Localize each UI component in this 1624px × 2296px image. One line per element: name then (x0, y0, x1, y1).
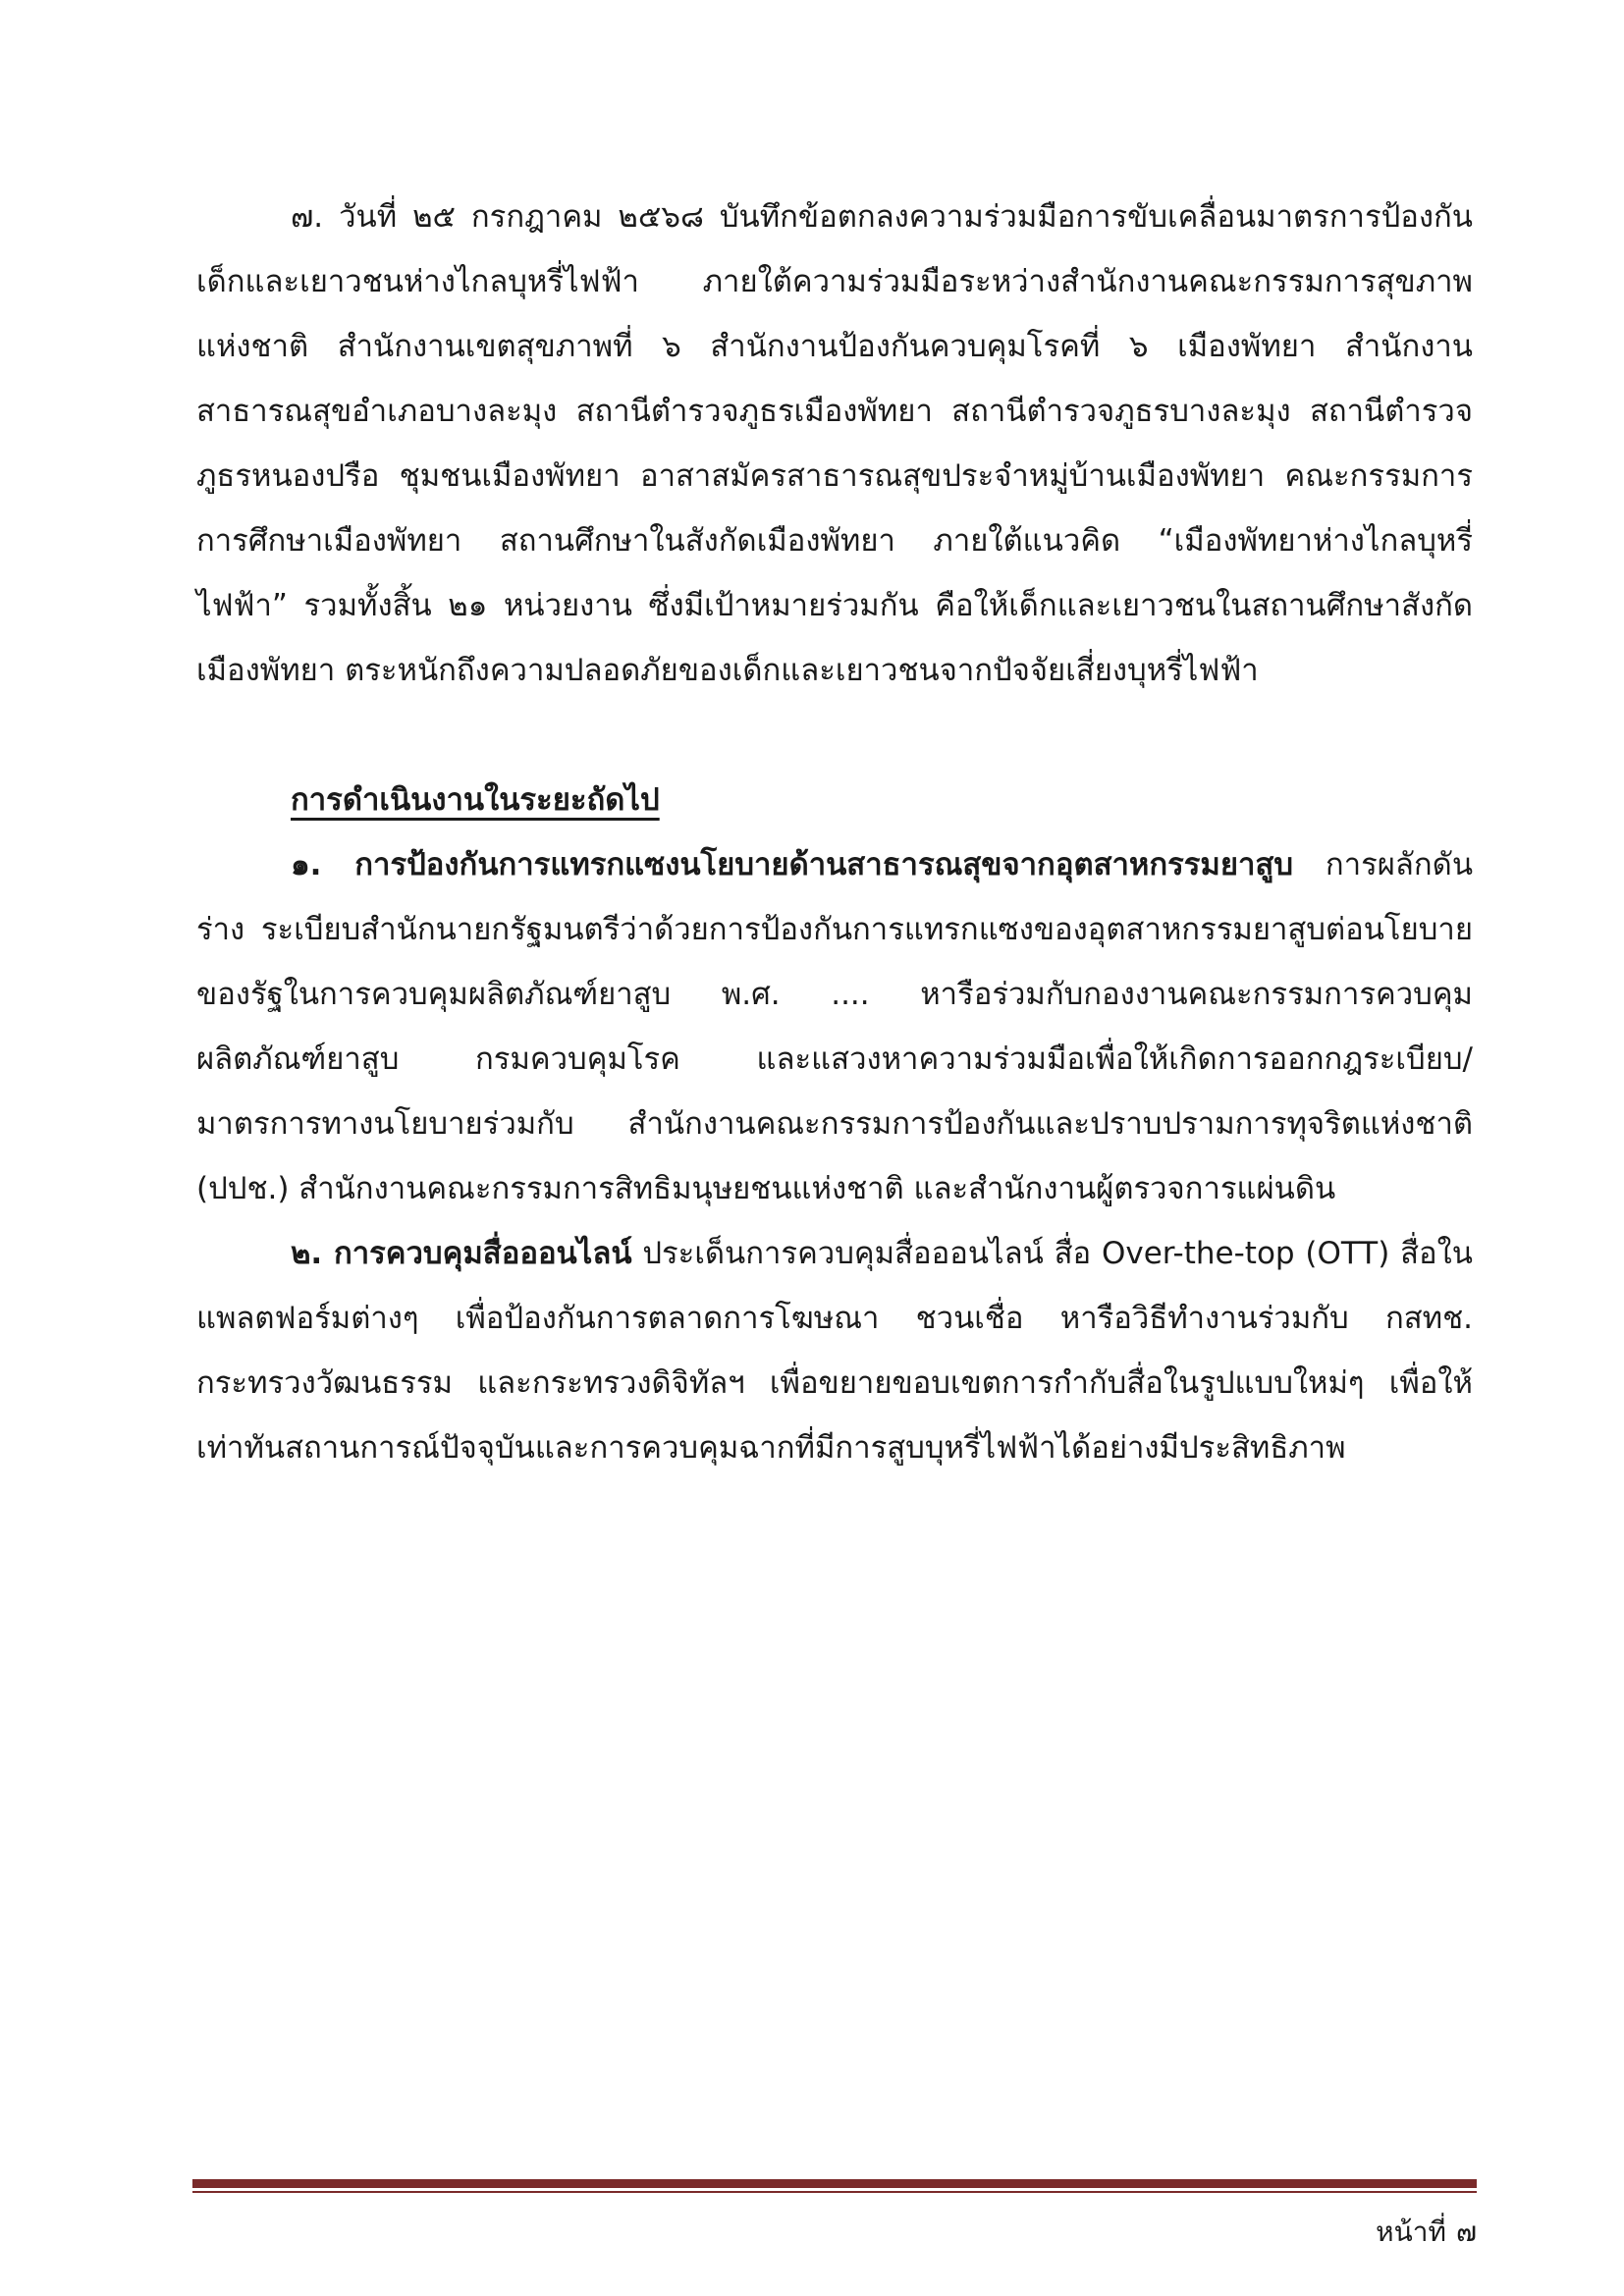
item-7-paragraph: ๗. วันที่ ๒๕ กรกฎาคม ๒๕๖๘ บันทึกข้อตกลงความร่วมมือการขับเคลื่อนมาตรการป้องกันเด็กและเยาวชนห่างไกลบุหรี่ไฟฟ้า ภายใต้ความร่วมมือระหว่างสำนักงานคณะกรรมการสุขภาพแห่งชาติ สำนักงานเขตสุขภาพที่ ๖ สำนักงานป้องกันควบคุมโรคที่ ๖ เมืองพัทยา สำนักงานสาธารณสุขอำเภอบางละมุง สถานีตำรวจภูธรเมืองพัทยา สถานีตำรวจภูธรบางละมุง สถานีตำรวจภูธรหนองปรือ ชุมชนเมืองพัทยา อาสาสมัครสาธารณสุขประจำหมู่บ้านเมืองพัทยา คณะกรรมการการศึกษาเมืองพัทยา สถานศึกษาในสังกัดเมืองพัทยา ภายใต้แนวคิด “เมืองพัทยาห่างไกลบุหรี่ไฟฟ้า” รวมทั้งสิ้น ๒๑ หน่วยงาน ซึ่งมีเป้าหมายร่วมกัน คือให้เด็กและเยาวชนในสถานศึกษาสังกัดเมืองพัทยา ตระหนักถึงความปลอดภัยของเด็กและเยาวชนจากปัจจัยเสี่ยงบุหรี่ไฟฟ้า (196, 199, 1473, 688)
page-number-value: ๗ (1455, 2216, 1477, 2248)
footer-rule-thin (192, 2191, 1477, 2193)
point-2-body: ประเด็นการควบคุมสื่อออนไลน์ สื่อ Over-the-top (OTT) สื่อในแพลตฟอร์มต่างๆ เพื่อป้องกันการตลาดการโฆษณา ชวนเชื่อ หารือวิธีทำงานร่วมกับ กสทช. กระทรวงวัฒนธรรม และกระทรวงดิจิทัลฯ เพื่อขยายขอบเขตการกำกับสื่อในรูปแบบใหม่ๆ เพื่อให้เท่าทันสถานการณ์ปัจจุบันและการควบคุมฉากที่มีการสูบบุหรี่ไฟฟ้าได้อย่างมีประสิทธิภาพ (196, 1236, 1473, 1466)
document-body (196, 185, 1473, 1480)
footer-rule-thick (192, 2179, 1477, 2188)
page-number (1366, 2211, 1477, 2254)
page-label: หน้าที่ (1376, 2216, 1446, 2248)
paragraph-gap (196, 703, 1473, 768)
point-1-body: การผลักดันร่าง ระเบียบสำนักนายกรัฐมนตรีว่าด้วยการป้องกันการแทรกแซงของอุตสาหกรรมยาสูบต่อนโยบายของรัฐในการควบคุมผลิตภัณฑ์ยาสูบ พ.ศ. .... หารือร่วมกับกองงานคณะกรรมการควบคุมผลิตภัณฑ์ยาสูบ กรมควบคุมโรค และแสวงหาความร่วมมือเพื่อให้เกิดการออกกฎระเบียบ/ มาตรการทางนโยบายร่วมกับ สำนักงานคณะกรรมการป้องกันและปราบปรามการทุจริตแห่งชาติ (ปปช.) สำนักงานคณะกรรมการสิทธิมนุษยชนแห่งชาติ และสำนักงานผู้ตรวจการแผ่นดิน (196, 847, 1474, 1206)
point-2-paragraph (196, 1221, 1473, 1480)
point-1-title: ๑. การป้องกันการแทรกแซงนโยบายด้านสาธารณสุขจากอุตสาหกรรมยาสูบ (291, 847, 1294, 882)
section-heading: การดำเนินงานในระยะถัดไป (291, 782, 660, 818)
point-2-title: ๒. การควบคุมสื่อออนไลน์ (291, 1236, 632, 1271)
point-1-paragraph (196, 832, 1473, 1221)
footer-rule (192, 2179, 1477, 2193)
